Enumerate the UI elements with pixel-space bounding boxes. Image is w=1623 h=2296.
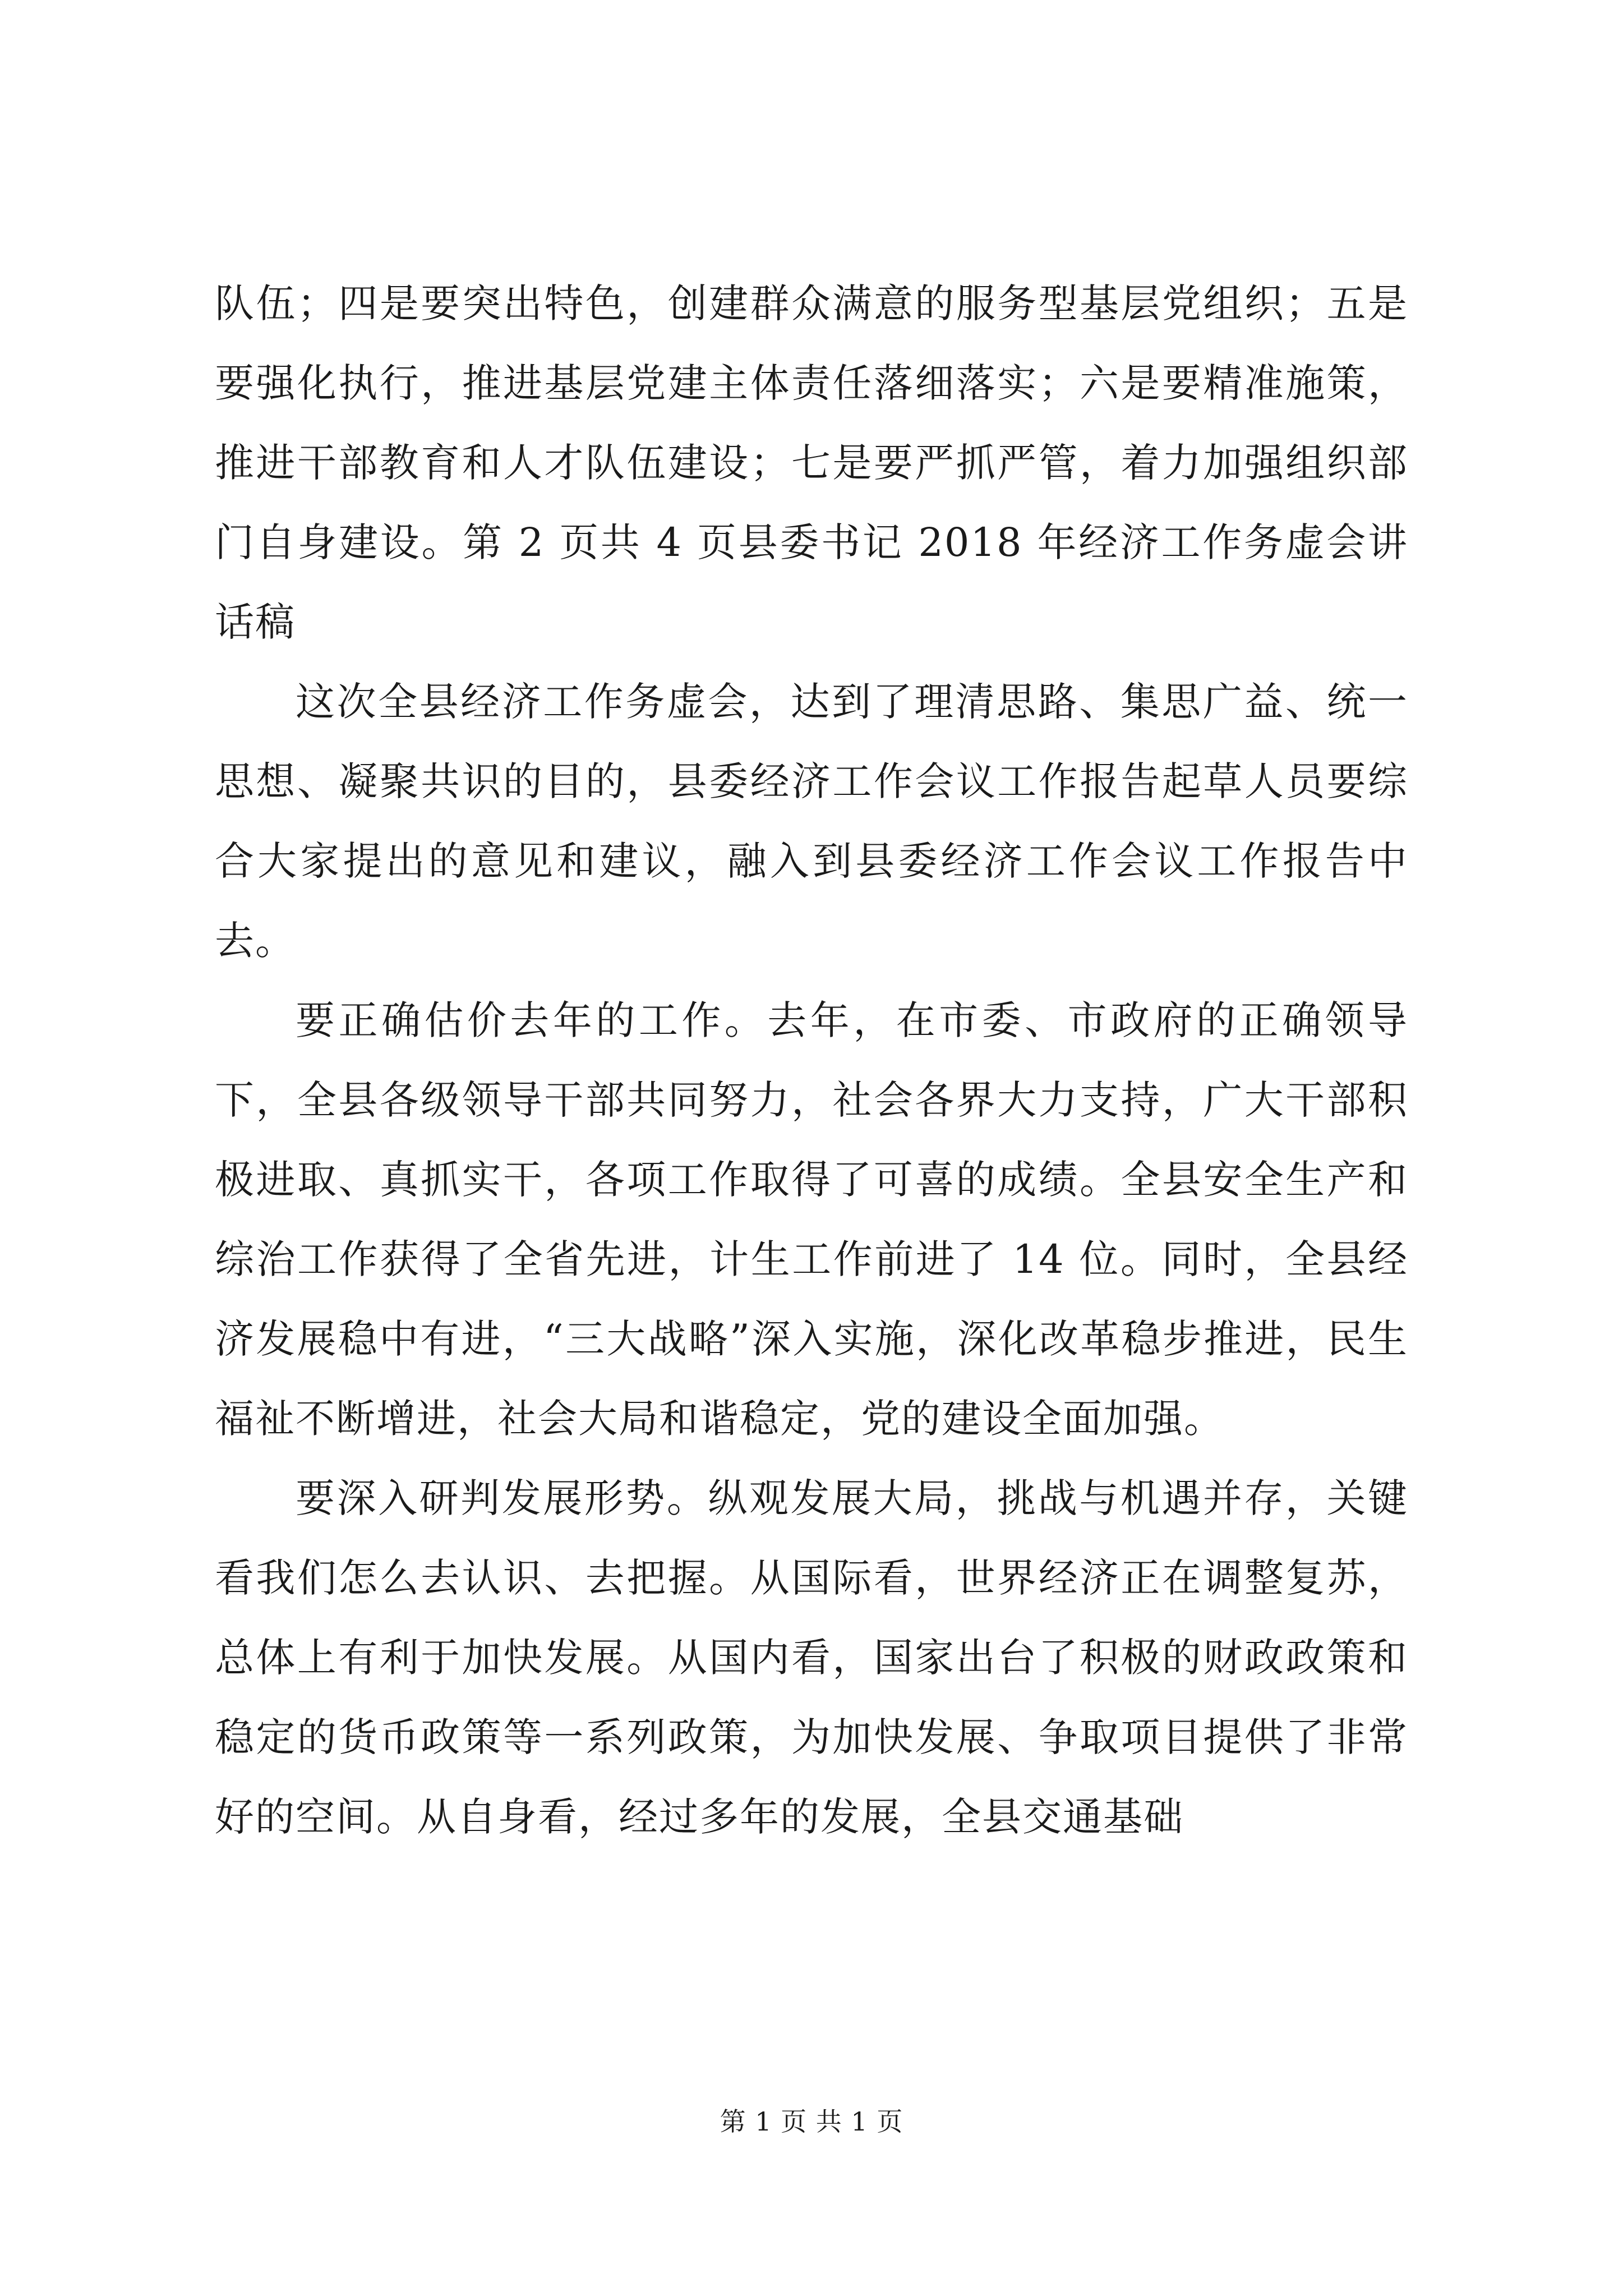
paragraph: 队伍；四是要突出特色，创建群众满意的服务型基层党组织；五是要强化执行，推进基层党建主体责任落细落实；六是要精准施策，推进干部教育和人才队伍建设；七是要严抓严管，着力加强组织部门自身建设。第 2 页共 4 页县委书记 2018 年经济工作务虚会讲话稿 (215, 280, 1408, 645)
paragraph: 要正确估价去年的工作。去年，在市委、市政府的正确领导下，全县各级领导干部共同努力，社会各界大力支持，广大干部积极进取、真抓实干，各项工作取得了可喜的成绩。全县安全生产和综治工作获得了全省先进，计生工作前进了 14 位。同时，全县经济发展稳中有进，“三大战略”深入实施，深化改革稳步推进，民生福祉不断增进，社会大局和谐稳定，党的建设全面加强。 (215, 997, 1408, 1442)
page-footer: 第 1 页 共 1 页 (720, 2106, 903, 2137)
paragraph: 要深入研判发展形势。纵观发展大局，挑战与机遇并存，关键看我们怎么去认识、去把握。从国际看，世界经济正在调整复苏，总体上有利于加快发展。从国内看，国家出台了积极的财政政策和稳定的货币政策等一系列政策，为加快发展、争取项目提供了非常好的空间。从自身看，经过多年的发展，全县交通基础 (215, 1475, 1408, 1840)
paragraph: 这次全县经济工作务虚会，达到了理清思路、集思广益、统一思想、凝聚共识的目的，县委经济工作会议工作报告起草人员要综合大家提出的意见和建议，融入到县委经济工作会议工作报告中去。 (215, 679, 1408, 964)
document-body (215, 264, 1408, 1857)
